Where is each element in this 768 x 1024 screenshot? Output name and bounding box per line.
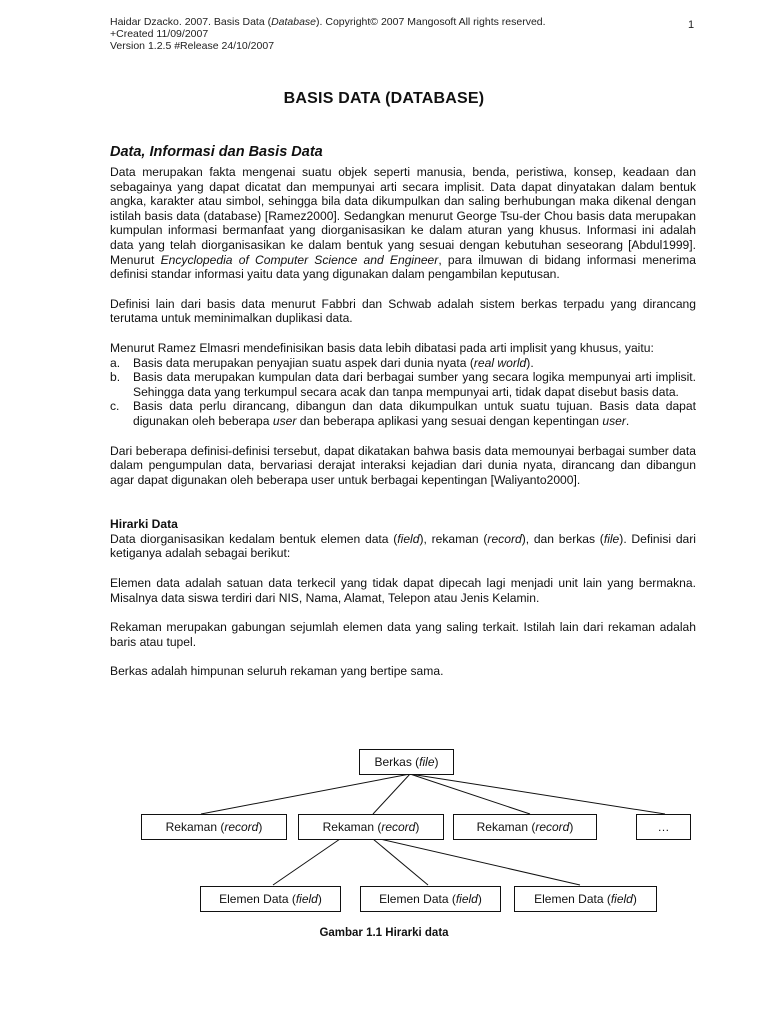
header-citation: Haidar Dzacko. 2007. Basis Data (Database). Copyright© 2007 Mangosoft All rights reserved. [110, 16, 546, 28]
header-created: +Created 11/09/2007 [110, 28, 209, 40]
paragraph: Rekaman merupakan gabungan sejumlah elemen data yang saling terkait. Istilah lain dari rekaman adalah baris atau tupel. [110, 620, 696, 649]
node-ellipsis: … [636, 814, 691, 840]
node-rekaman: Rekaman ( record ) [141, 814, 287, 840]
document-title: BASIS DATA (DATABASE) [283, 90, 485, 107]
connector-line [373, 839, 428, 885]
paragraph: Data merupakan fakta mengenai suatu objek seperti manusia, benda, peristiwa, konsep, keadaan dan sebagainya yang dapat dicatat dan mempunyai arti secara implisit. Data dapat dinyatakan dalam bentuk angka, karakter atau simbol, sehingga bila data dikumpulkan dan saling berhubungan maka dikenal dengan istilah basis data (database) [Ramez2000]. Sedangkan menurut George Tsu-der Chou basis data merupakan kumpulan informasi bermanfaat yang diorganisasikan ke dalam aturan yang khusus. Informasi ini adalah data yang telah diorganisasikan ke dalam bentuk yang sesuai dengan kebutuhan seseorang [Abdul1999]. Menurut Encyclopedia of Computer Science and Engineer, para ilmuwan di bidang informasi menerima definisi standar informasi yaitu data yang digunakan dalam pengambilan keputusan. [110, 165, 696, 282]
paragraph: Data diorganisasikan kedalam bentuk elemen data (field), rekaman (record), dan berkas (file). Definisi dari ketiganya adalah sebagai berikut: [110, 531, 696, 561]
node-berkas: Berkas ( file ) [359, 749, 454, 775]
list-item: a. Basis data merupakan penyajian suatu aspek dari dunia nyata (real world). [110, 355, 534, 370]
node-elemen-data: Elemen Data ( field ) [360, 886, 501, 912]
paragraph: Dari beberapa definisi-definisi tersebut, dapat dikatakan bahwa basis data memounyai berbagai sumber data dalam pengumpulan data, bervariasi derajat interaksi kejadian dari dunia nyata, dirancang dan dibangun agar dapat digunakan oleh beberapa user untuk berbagai kepentingan [Waliyanto2000]. [110, 443, 696, 487]
connector-line [273, 839, 340, 885]
section-heading-data-informasi: Data, Informasi dan Basis Data [110, 144, 323, 160]
node-rekaman: Rekaman ( record ) [298, 814, 444, 840]
header-version: Version 1.2.5 #Release 24/10/2007 [110, 40, 275, 52]
list-item: b. Basis data merupakan kumpulan data dari berbagai sumber yang secara logika mempunyai arti implisit. Sehingga data yang terkumpul secara acak dan tanpa mempunyai arti, tidak dapat disebut basis data. [110, 370, 696, 399]
hierarchy-diagram [110, 745, 696, 925]
node-elemen-data: Elemen Data ( field ) [514, 886, 657, 912]
connector-line [410, 774, 665, 814]
paragraph: Berkas adalah himpunan seluruh rekaman yang bertipe sama. [110, 664, 444, 679]
document-body [110, 165, 696, 679]
section-heading-hirarki-data: Hirarki Data [110, 517, 178, 532]
paragraph: Menurut Ramez Elmasri mendefinisikan basis data lebih dibatasi pada arti implisit yang khusus, yaitu: [110, 340, 654, 355]
list-item: c. Basis data perlu dirancang, dibangun dan data dikumpulkan untuk suatu tujuan. Basis data dapat digunakan oleh beberapa user dan beberapa aplikasi yang sesuai dengan kepentingan user. [110, 399, 696, 428]
node-rekaman: Rekaman ( record ) [453, 814, 597, 840]
connector-line [410, 774, 530, 814]
paragraph: Definisi lain dari basis data menurut Fabbri dan Schwab adalah sistem berkas terpadu yang dirancang terutama untuk meminimalkan duplikasi data. [110, 296, 696, 326]
connector-line [380, 839, 580, 885]
page-number: 1 [688, 19, 695, 31]
page-header [110, 16, 546, 52]
figure-caption: Gambar 1.1 Hirarki data [319, 927, 449, 939]
definition-list [110, 356, 696, 429]
node-elemen-data: Elemen Data ( field ) [200, 886, 341, 912]
paragraph: Elemen data adalah satuan data terkecil yang tidak dapat dipecah lagi menjadi unit lain yang bermakna. Misalnya data siswa terdiri dari NIS, Nama, Alamat, Telepon atau Jenis Kelamin. [110, 576, 696, 605]
